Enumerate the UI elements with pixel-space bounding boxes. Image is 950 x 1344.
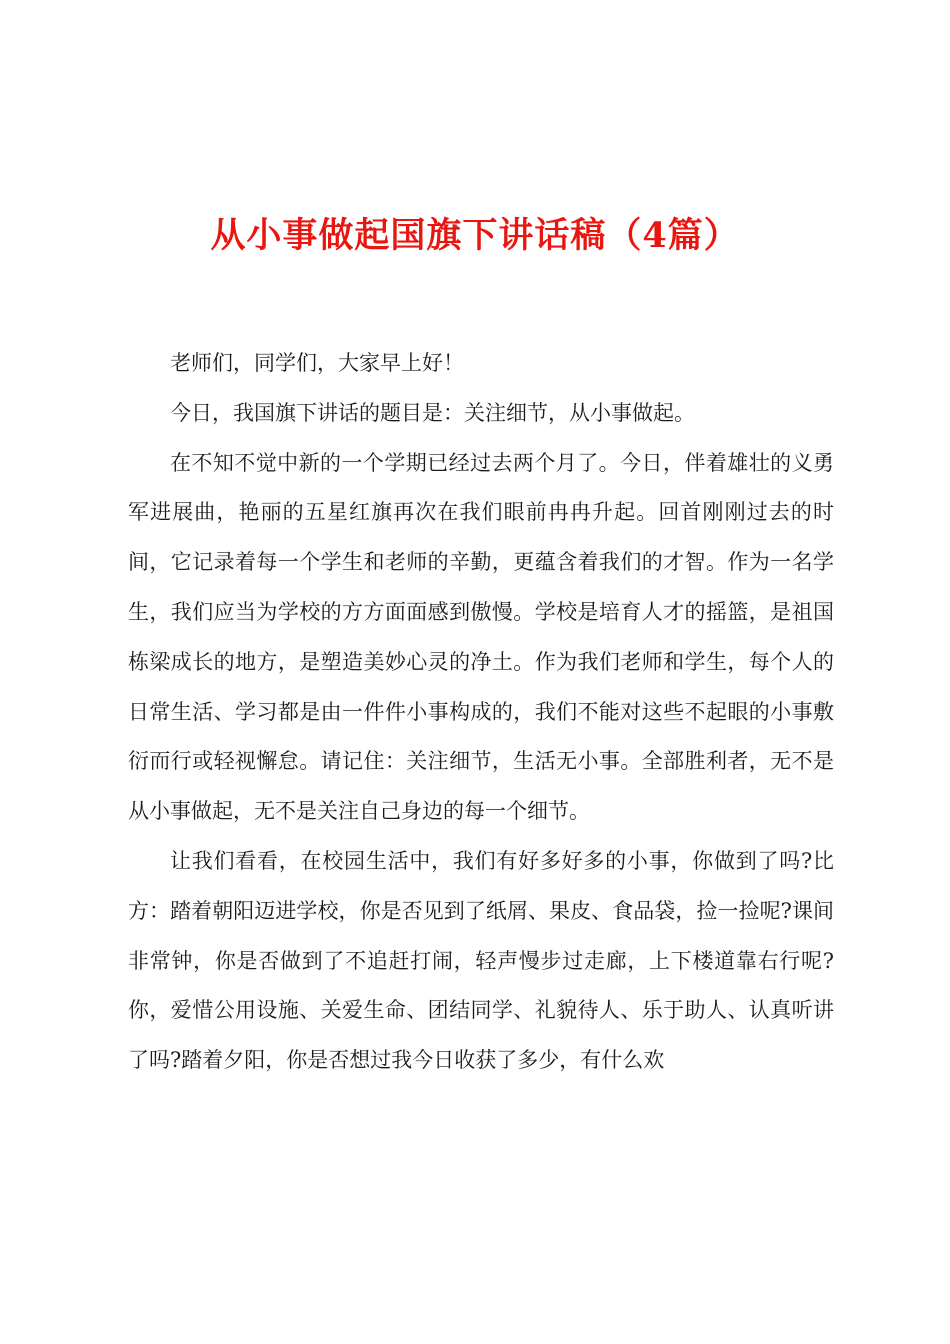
paragraph-greeting: 老师们，同学们，大家早上好！: [170, 351, 464, 375]
paragraph-examples: 让我们看看，在校园生活中，我们有好多好多的小事，你做到了吗?比方：踏着朝阳迈进学校，你是否见到了纸屑、果皮、食品袋，捡一捡呢?课间非常钟，你是否做到了不追赶打闹，轻声慢步过走廊，上下楼道靠右行呢?你，爱惜公用设施、关爱生命、团结同学、礼貌待人、乐于助人、认真听讲了吗?踏着夕阳，你是否想过我今日收获了多少，有什么欢: [128, 848, 834, 1073]
paragraph-intro: 在不知不觉中新的一个学期已经过去两个月了。今日，伴着雄壮的义勇军进展曲，艳丽的五星红旗再次在我们眼前冉冉升起。回首刚刚过去的时间，它记录着每一个学生和老师的辛勤，更蕴含着我们的才智。作为一名学生，我们应当为学校的方方面面感到傲慢。学校是培育人才的摇篮，是祖国栋梁成长的地方，是塑造美妙心灵的净土。作为我们老师和学生，每个人的日常生活、学习都是由一件件小事构成的，我们不能对这些不起眼的小事敷衍而行或轻视懈怠。请记住：关注细节，生活无小事。全部胜利者，无不是从小事做起，无不是关注自己身边的每一个细节。: [128, 450, 834, 824]
document-body: [128, 339, 834, 1086]
document-title: 从小事做起国旗下讲话稿（4篇）: [210, 215, 740, 256]
paragraph-topic: 今日，我国旗下讲话的题目是：关注细节，从小事做起。: [170, 400, 695, 425]
